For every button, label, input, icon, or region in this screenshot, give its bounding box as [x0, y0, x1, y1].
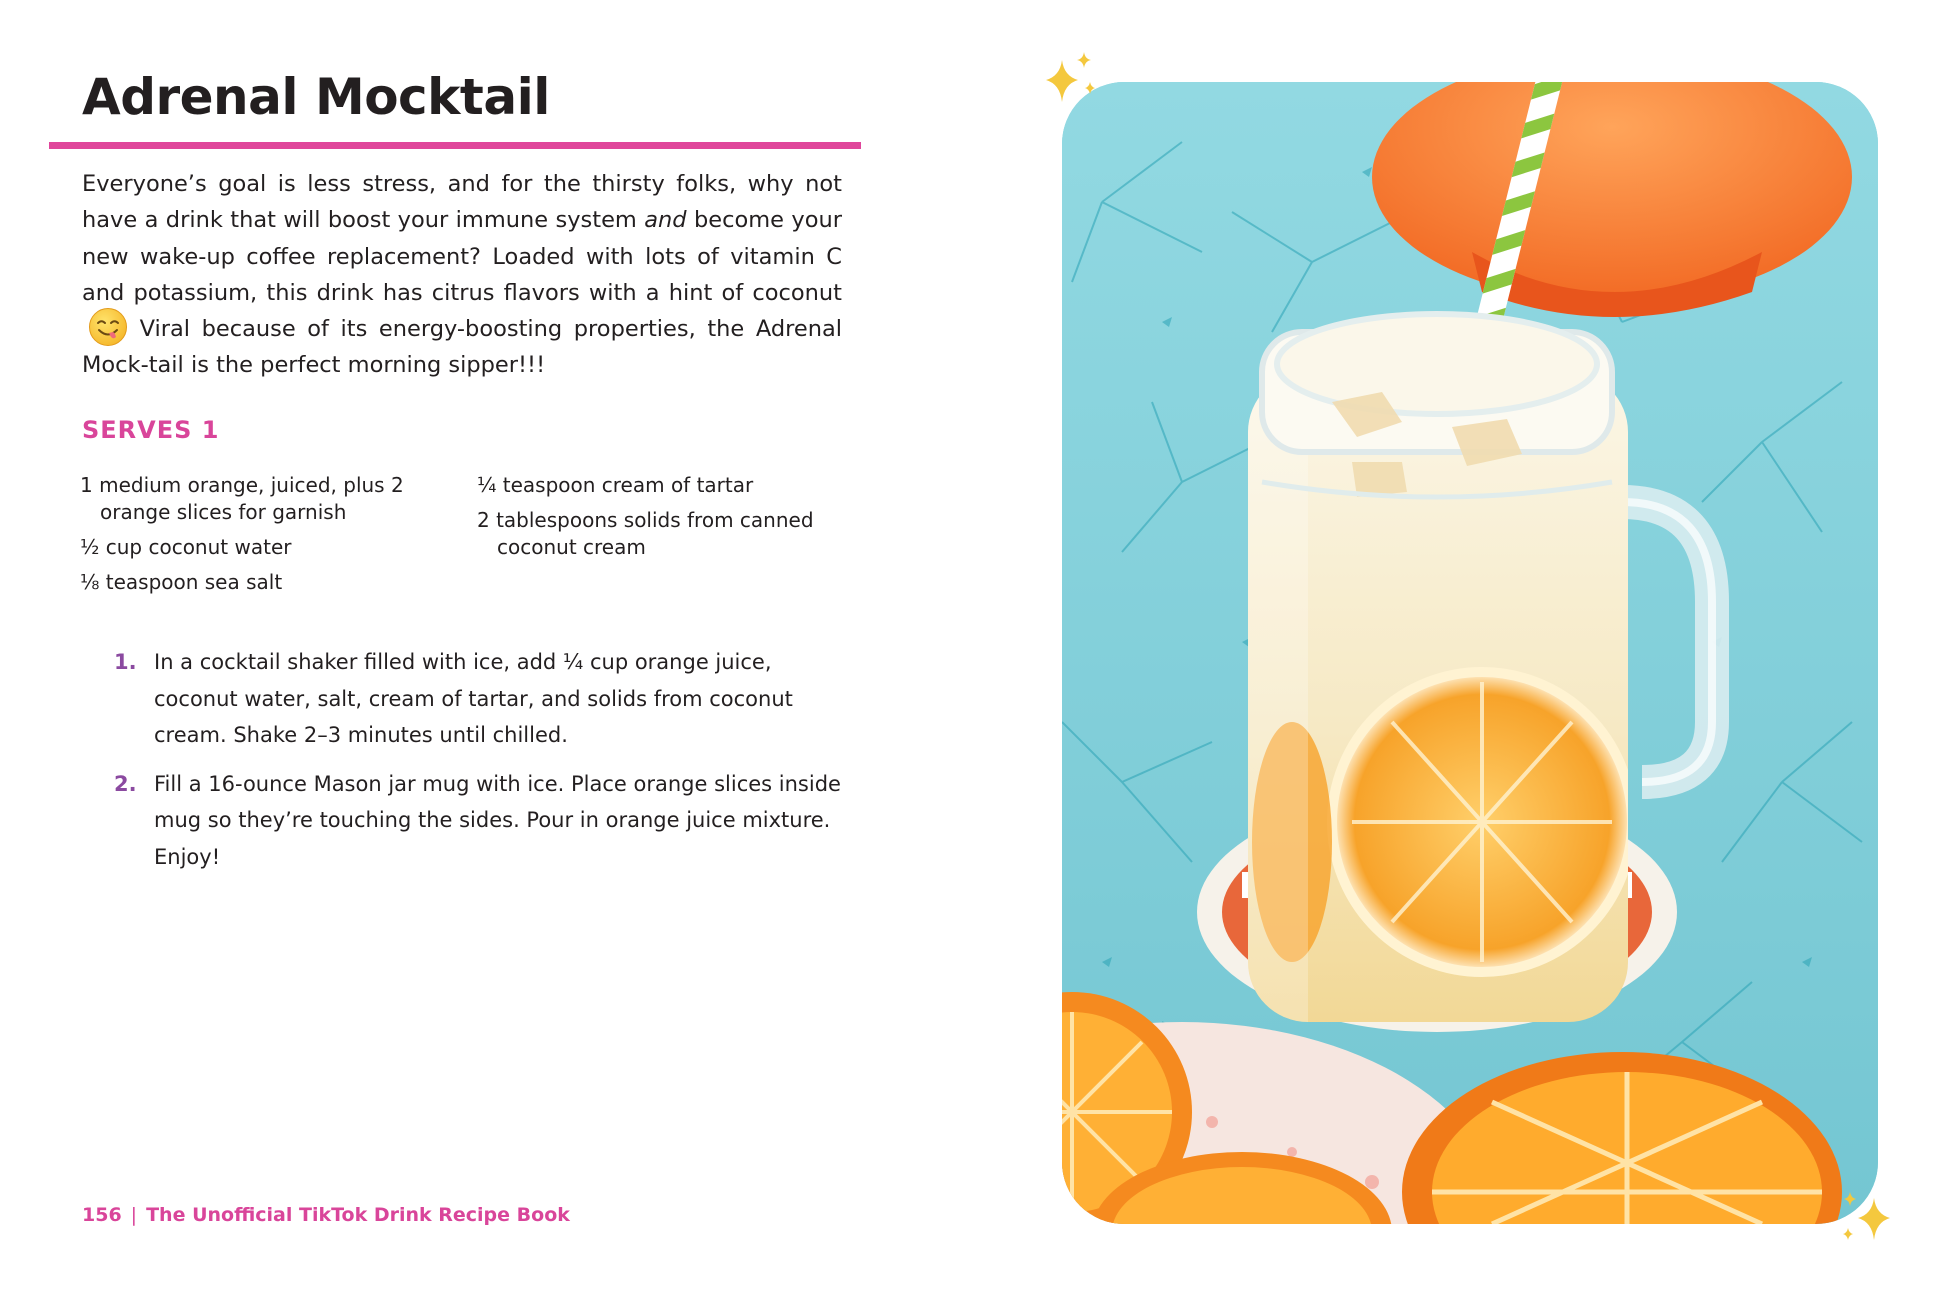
recipe-intro [82, 166, 842, 384]
instructions-list [110, 644, 850, 887]
sparkle-icon [1836, 1188, 1900, 1252]
instruction-step [110, 766, 850, 876]
intro-text-part1: Everyone’s goal is less stress, and for the thirsty folks, why not have a drink that will boost your immune system [82, 171, 842, 234]
ingredient-item: ⅛ teaspoon sea salt [80, 570, 283, 594]
serves-heading: SERVES 1 [82, 416, 220, 444]
step-number: 1. [114, 650, 137, 674]
footer-separator: | [130, 1204, 138, 1226]
intro-text-part2: become your new wake-up coffee replacement? Loaded with lots of vitamin C and potassium, this drink has citrus flavors with a hint of coconut [82, 207, 843, 306]
underline-pink-bar [49, 142, 861, 149]
recipe-title: Adrenal Mocktail [82, 68, 550, 126]
mason-jar-mocktail-photo [1062, 82, 1878, 1224]
ingredient-item: 2 tablespoons solids from canned coconut cream [477, 508, 814, 559]
ingredients-list-right [477, 472, 877, 569]
book-title: The Unofficial TikTok Drink Recipe Book [146, 1204, 570, 1226]
yum-face-emoji-icon [88, 307, 128, 347]
step-number: 2. [114, 771, 137, 796]
page-number: 156 [82, 1204, 122, 1226]
page-footer [82, 1204, 570, 1226]
photo-illustration [1062, 82, 1878, 1224]
ingredients-list-left [80, 472, 420, 604]
intro-text-part3: Viral because of its energy-boosting properties, the Adrenal Mock-tail is the perfect morning sipper!!! [82, 316, 842, 379]
instruction-step [110, 644, 850, 754]
sparkle-icon [1036, 48, 1100, 112]
intro-emphasis: and [644, 207, 687, 234]
step-text: In a cocktail shaker filled with ice, add ¼ cup orange juice, coconut water, salt, cream of tartar, and solids from coconut cream. Shake 2–3 minutes until chilled. [154, 650, 793, 747]
ingredient-item: ¼ teaspoon cream of tartar [477, 473, 754, 497]
ingredient-item: 1 medium orange, juiced, plus 2 orange slices for garnish [80, 473, 404, 524]
title-underline [49, 142, 867, 154]
step-text: Fill a 16-ounce Mason jar mug with ice. Place orange slices inside mug so they’re touching the sides. Pour in orange juice mixture. Enjoy! [154, 771, 841, 869]
ingredient-item: ½ cup coconut water [80, 535, 292, 559]
